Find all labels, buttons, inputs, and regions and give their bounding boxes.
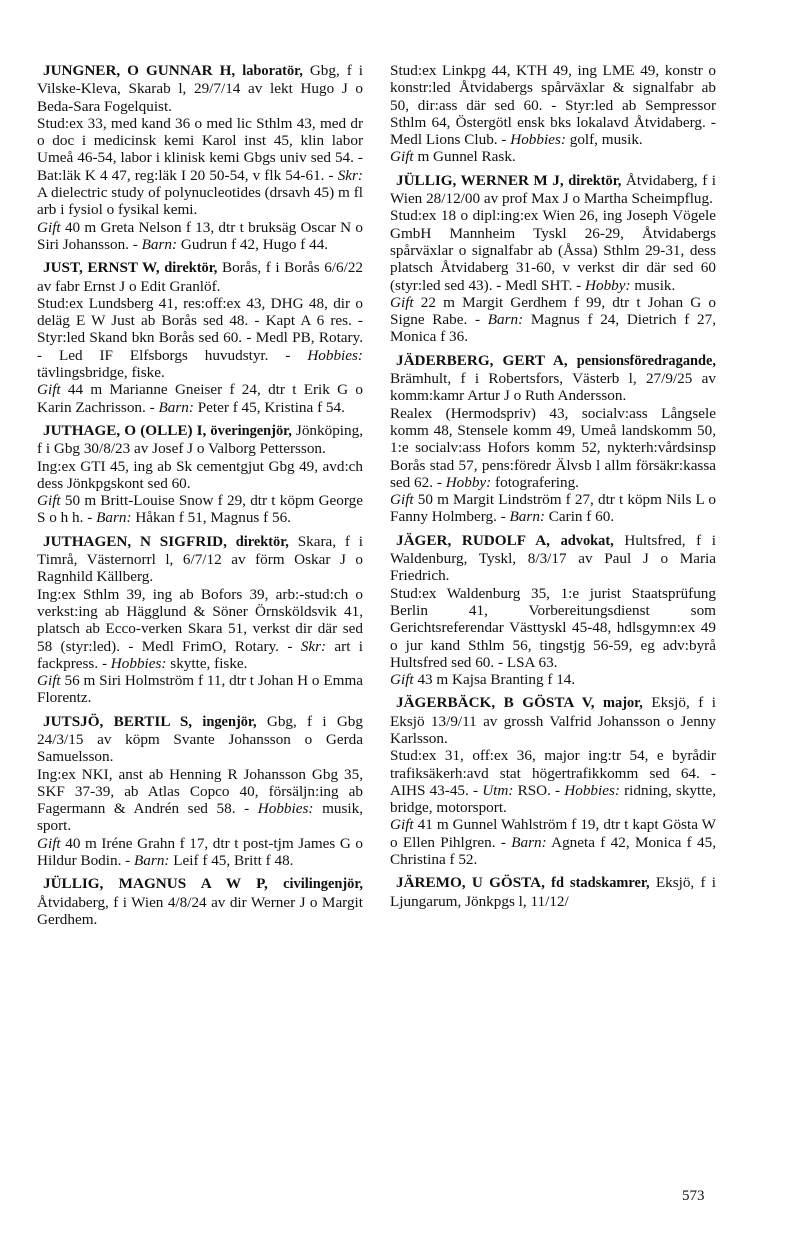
occupation: pensionsföredragande, xyxy=(576,352,717,369)
occupation: ingenjör, xyxy=(202,713,257,730)
page-number: 573 xyxy=(682,1188,705,1204)
person-name: JUST, ERNST W, xyxy=(43,259,160,277)
family: Gift m Gunnel Rask. xyxy=(390,148,516,166)
entry-header xyxy=(37,62,363,115)
birth-info: Åtvidaberg, f i Wien 28/12/00 av prof Max J o Martha Scheimpflug. xyxy=(390,171,717,208)
entry-header xyxy=(37,533,363,586)
entry-header xyxy=(37,259,363,295)
person-name: JÄGERBÄCK, B GÖSTA V, xyxy=(396,694,595,712)
occupation: direktör, xyxy=(568,172,622,189)
occupation: laboratör, xyxy=(242,63,303,79)
occupation: direktör, xyxy=(164,260,218,277)
family: Gift 40 m Greta Nelson f 13, dtr t bruksäg Oscar N o Siri Johansson. - Barn: Gudrun f 42, Hugo f 44. xyxy=(37,218,364,253)
person-name: JÄGER, RUDOLF A, xyxy=(396,531,550,549)
entry-header xyxy=(37,875,363,928)
birth-info: Eksjö, f i Ljungarum, Jönkpgs l, 11/12/ xyxy=(390,874,716,910)
person-name: JÜLLIG, MAGNUS A W P, xyxy=(43,875,268,893)
entry-jullig-magnus xyxy=(37,875,363,928)
career: Stud:ex Linkpg 44, KTH 49, ing LME 49, konstr o konstr:led Åtvidabergs spårväxlar & signalfabr ab 50, dir:ass där sed 60. - Styr:led ab Sempressor Sthlm 64, Östergötl ensk bks lokalavd Åtvidaberg. - Medl Lions Club. - Hobbies: golf, musik. xyxy=(390,62,716,149)
entry-just xyxy=(37,259,363,416)
career: Realex (Hermodspriv) 43, socialv:ass Långsele komm 48, Stensele komm 49, Umeå landskomm 50, 1:e socialv:ass Hofors komm 52, nykterh:vårdsinsp Borås stad 57, pens:föredr Älvsb l allm försäkr:kassa sed 62. - Hobby: fotografering. xyxy=(390,404,716,491)
person-name: JÜLLIG, WERNER M J, xyxy=(396,171,564,189)
birth-info: Gbg, f i Vilske-Kleva, Skarab l, 29/7/14 av lekt Hugo J o Beda-Sara Fogelquist. xyxy=(37,62,364,115)
entry-jungner xyxy=(37,62,363,253)
entry-header xyxy=(390,694,716,747)
family: Gift 50 m Britt-Louise Snow f 29, dtr t köpm George S o h h. - Barn: Håkan f 51, Magnus f 56. xyxy=(37,492,364,527)
occupation: fd stadskamrer, xyxy=(551,875,650,892)
family: Gift 22 m Margit Gerdhem f 99, dtr t Johan G o Signe Rabe. - Barn: Magnus f 24, Dietrich f 27, Monica f 36. xyxy=(390,293,717,346)
occupation: direktör, xyxy=(235,533,289,550)
entry-header xyxy=(390,874,716,910)
family: Gift 56 m Siri Holmström f 11, dtr t Johan H o Emma Florentz. xyxy=(37,672,364,707)
birth-info: Gbg, f i Gbg 24/3/15 av köpm Svante Johansson o Gerda Samuelsson. xyxy=(37,712,363,766)
person-name: JÄDERBERG, GERT A, xyxy=(396,351,568,369)
occupation: överingenjör, xyxy=(210,422,292,439)
occupation: major, xyxy=(603,695,643,712)
birth-info: Eksjö, f i Eksjö 13/9/11 av grossh Valfrid Johansson o Jenny Karlsson. xyxy=(390,694,717,747)
right-column xyxy=(390,62,716,916)
birth-info: Hultsfred, f i Waldenburg, Tyskl, 8/3/17 av Paul J o Maria Friedrich. xyxy=(390,531,717,585)
birth-info: Åtvidaberg, f i Wien 4/8/24 av dir Werner J o Margit Gerdhem. xyxy=(37,893,363,928)
entry-header xyxy=(37,422,363,458)
entry-jullig-magnus-continued xyxy=(390,62,716,166)
family: Gift 44 m Marianne Gneiser f 24, dtr t Erik G o Karin Zachrisson. - Barn: Peter f 45, Kristina f 54. xyxy=(37,381,363,416)
entry-jaremo xyxy=(390,874,716,910)
birth-info: Borås, f i Borås 6/6/22 av fabr Ernst J o Edit Granlöf. xyxy=(37,259,364,295)
career: Stud:ex Lundsberg 41, res:off:ex 43, DHG 48, dir o deläg E W Just ab Borås sed 48. - Kapt A 6 res. - Styr:led Skand bkn Borås sed 60. - Medl PB, Rotary. - Led IF Elfsborgs huvudstyr. - Hobbies: tävlingsbridge, fiske. xyxy=(37,294,363,382)
occupation: civilingenjör, xyxy=(283,876,363,893)
occupation: advokat, xyxy=(560,532,614,549)
entry-jager xyxy=(390,532,716,689)
entry-juthage xyxy=(37,422,363,527)
career: Stud:ex 33, med kand 36 o med lic Sthlm 43, med dr o doc i medicinsk kemi Karol inst 45, klin labor Umeå 46-54, labor i klinisk kemi Gbgs univ sed 54. - Bat:läk K 4 47, reg:läk I 20 50-54, v flk 54-61. - Skr: A dielectric study of polynucleotides (drsavh 45) m fl arb i fysiol o fysikal kemi. xyxy=(37,114,363,219)
birth-info: Brämhult, f i Robertsfors, Västerb l, 27/9/25 av komm:kamr Artur J o Ruth Andersson. xyxy=(390,370,716,405)
entry-juthagen xyxy=(37,533,363,707)
person-name: JUNGNER, O GUNNAR H, xyxy=(43,62,236,79)
family: Gift 43 m Kajsa Branting f 14. xyxy=(390,671,576,689)
entry-header xyxy=(390,532,716,585)
birth-info: Jönköping, f i Gbg 30/8/23 av Josef J o Valborg Pettersson. xyxy=(37,421,364,458)
entry-header xyxy=(37,713,363,766)
family: Gift 50 m Margit Lindström f 27, dtr t köpm Nils L o Fanny Holmberg. - Barn: Carin f 60. xyxy=(390,491,716,526)
entry-jaderberg xyxy=(390,352,716,526)
person-name: JUTHAGEN, N SIGFRID, xyxy=(43,532,227,550)
entry-jutsjo xyxy=(37,713,363,870)
career: Ing:ex Sthlm 39, ing ab Bofors 39, arb:-stud:ch o verkst:ing ab Hägglund & Söner Örnsköldsvik 41, platsch ab Ecco-verken Skara 51, verkst dir där sed 58 (styr:led). - Medl FrimO, Rotary. - Skr: art i fackpress. - Hobbies: skytte, fiske. xyxy=(37,585,364,672)
career: Stud:ex Waldenburg 35, 1:e jurist Staatsprüfung Berlin 41, Vorbereitungsdienst som Gerichtsreferendar Västtyskl 45-48, hdlsgymn:ex 49 o jur kand Sthlm 56, tingstjg 56-59, eg adv:byrå Hultsfred sed 60. - LSA 63. xyxy=(390,584,716,671)
family: Gift 41 m Gunnel Wahlström f 19, dtr t kapt Gösta W o Ellen Pihlgren. - Barn: Agneta f 42, Monica f 45, Christina f 52. xyxy=(390,816,717,869)
entry-jullig-werner xyxy=(390,172,716,346)
career: Stud:ex 31, off:ex 36, major ing:tr 54, e byrådir trafiksäkerh:avd stat högertrafikkomm sed 64. - AIHS 43-45. - Utm: RSO. - Hobbies: ridning, skytte, bridge, motorsport. xyxy=(390,747,717,817)
entry-jagerback xyxy=(390,694,716,868)
career: Ing:ex GTI 45, ing ab Sk cementgjut Gbg 49, avd:ch dess Jönkpgskont sed 60. xyxy=(37,457,363,492)
person-name: JUTSJÖ, BERTIL S, xyxy=(43,712,193,730)
birth-info: Skara, f i Timrå, Västernorrl l, 6/7/12 av förm Oskar J o Ragnhild Källberg. xyxy=(37,532,364,586)
family: Gift 40 m Iréne Grahn f 17, dtr t post-tjm James G o Hildur Bodin. - Barn: Leif f 45, Britt f 48. xyxy=(37,834,364,870)
left-column xyxy=(37,62,363,934)
entry-header xyxy=(390,352,716,405)
person-name: JÄREMO, U GÖSTA, xyxy=(396,874,545,892)
career: Stud:ex 18 o dipl:ing:ex Wien 26, ing Joseph Vögele GmbH Mannheim Tyskl 26-29, Åtvidabergs spårväxlar o signalfabr ab (Åssa) Sthlm 29-31, dess platsch Åtvidaberg 31-60, v verkst dir där sed 60 (styr:led sed 43). - Medl SHT. - Hobby: musik. xyxy=(390,207,716,294)
entry-header xyxy=(390,172,716,208)
person-name: JUTHAGE, O (OLLE) I, xyxy=(43,421,207,439)
career: Ing:ex NKI, anst ab Henning R Johansson Gbg 35, SKF 37-39, ab Atlas Copco 40, försäljn:ing ab Fagermann & Andrén sed 58. - Hobbies: musik, sport. xyxy=(37,765,363,835)
